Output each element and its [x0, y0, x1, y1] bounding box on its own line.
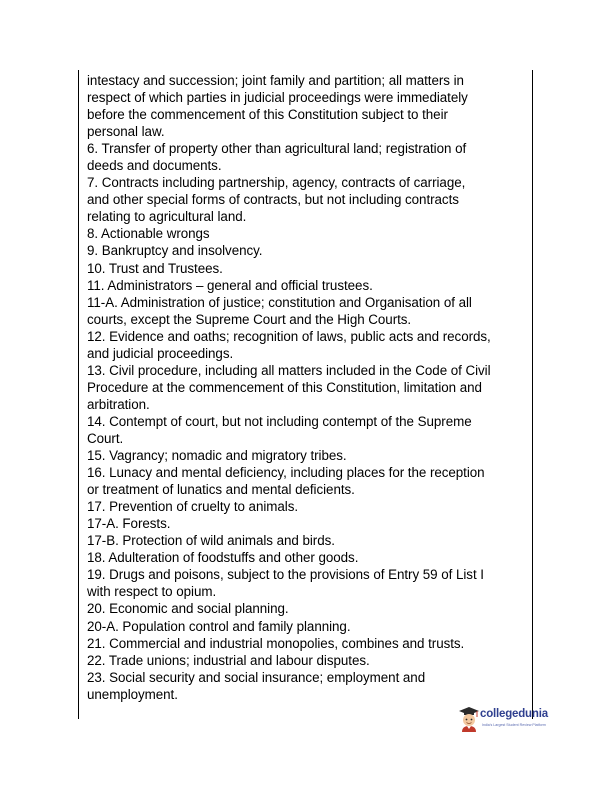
- left-margin-rule: [78, 70, 79, 719]
- entry-9: 9. Bankruptcy and insolvency.: [87, 243, 263, 259]
- entry-17b: 17-B. Protection of wild animals and birds.: [87, 533, 335, 549]
- entry-11: 11. Administrators – general and official trustees.: [87, 277, 373, 293]
- text-line: arbitration.: [87, 396, 150, 412]
- entry-20a: 20-A. Population control and family planning.: [87, 618, 351, 634]
- right-margin-rule: [532, 70, 533, 719]
- entry-6: 6. Transfer of property other than agricultural land; registration of: [87, 141, 467, 157]
- entry-13: 13. Civil procedure, including all matters included in the Code of Civil: [87, 362, 491, 378]
- text-line: before the commencement of this Constitution subject to their: [87, 107, 448, 123]
- entry-7: 7. Contracts including partnership, agency, contracts of carriage,: [87, 175, 466, 191]
- text-line: Procedure at the commencement of this Constitution, limitation and: [87, 379, 482, 395]
- text-line: personal law.: [87, 124, 165, 140]
- entry-17a: 17-A. Forests.: [87, 516, 171, 532]
- text-line: with respect to opium.: [87, 584, 217, 600]
- collegedunia-logo: [458, 706, 558, 732]
- entry-10: 10. Trust and Trustees.: [87, 260, 223, 276]
- entry-18: 18. Adulteration of foodstuffs and other goods.: [87, 550, 359, 566]
- logo-brand-text: collegedunia: [480, 708, 548, 720]
- text-column: [87, 72, 527, 703]
- text-line: courts, except the Supreme Court and the High Courts.: [87, 311, 412, 327]
- text-line: intestacy and succession; joint family and partition; all matters in: [87, 73, 464, 88]
- entry-20: 20. Economic and social planning.: [87, 601, 289, 617]
- entry-15: 15. Vagrancy; nomadic and migratory tribes.: [87, 448, 347, 464]
- entry-21: 21. Commercial and industrial monopolies, combines and trusts.: [87, 635, 465, 651]
- entry-11a: 11-A. Administration of justice; constitution and Organisation of all: [87, 294, 472, 310]
- entry-16: 16. Lunacy and mental deficiency, including places for the reception: [87, 465, 485, 481]
- graduate-mascot-icon: [458, 706, 480, 732]
- text-line: Court.: [87, 430, 124, 446]
- entry-14: 14. Contempt of court, but not including contempt of the Supreme: [87, 413, 472, 429]
- logo-tagline-text: India's Largest Student Review Platform: [482, 723, 546, 727]
- entry-22: 22. Trade unions; industrial and labour disputes.: [87, 652, 370, 668]
- text-line: or treatment of lunatics and mental deficients.: [87, 482, 355, 498]
- text-line: relating to agricultural land.: [87, 209, 247, 225]
- text-line: and other special forms of contracts, but not including contracts: [87, 192, 459, 208]
- text-line: and judicial proceedings.: [87, 345, 234, 361]
- entry-8: 8. Actionable wrongs: [87, 226, 210, 242]
- entry-23: 23. Social security and social insurance; employment and: [87, 669, 426, 685]
- text-line: respect of which parties in judicial proceedings were immediately: [87, 90, 468, 106]
- entry-19: 19. Drugs and poisons, subject to the provisions of Entry 59 of List I: [87, 567, 484, 583]
- entry-12: 12. Evidence and oaths; recognition of laws, public acts and records,: [87, 328, 491, 344]
- text-line: deeds and documents.: [87, 158, 222, 174]
- text-line: unemployment.: [87, 686, 178, 702]
- entry-17: 17. Prevention of cruelty to animals.: [87, 499, 299, 515]
